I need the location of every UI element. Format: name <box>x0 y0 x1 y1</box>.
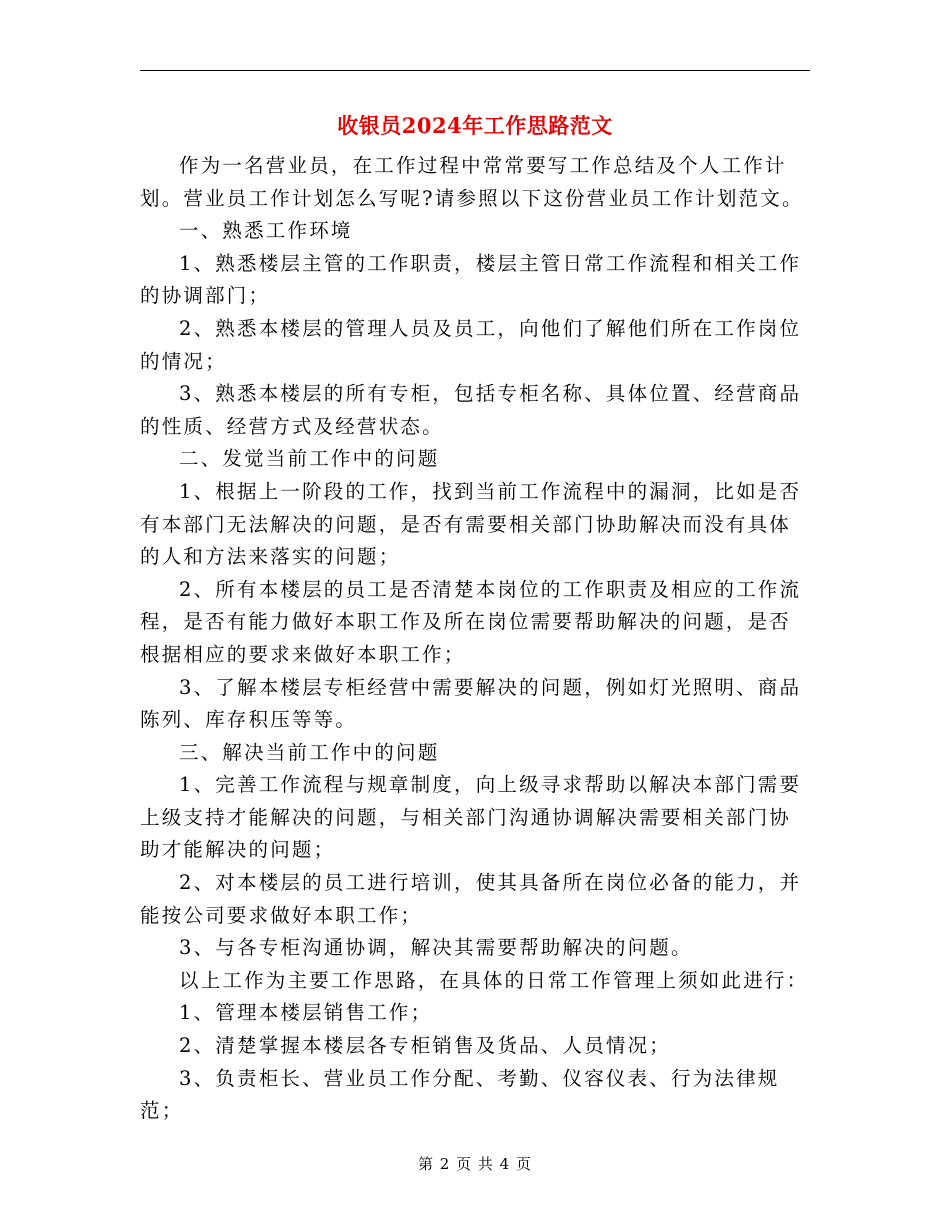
document-body <box>140 150 812 1128</box>
header-rule <box>140 70 810 71</box>
section-heading-2: 二、发觉当前工作中的问题 <box>179 447 440 471</box>
paragraph: 2、熟悉本楼层的管理人员及员工，向他们了解他们所在工作岗位的情况； <box>140 316 802 373</box>
paragraph: 1、完善工作流程与规章制度，向上级寻求帮助以解决本部门需要上级支持才能解决的问题，与相关部门沟通协调解决需要相关部门协助才能解决的问题； <box>140 773 802 862</box>
paragraph: 2、对本楼层的员工进行培训，使其具备所在岗位必备的能力，并能按公司要求做好本职工作； <box>140 871 802 927</box>
paragraph: 3、负责柜长、营业员工作分配、考勤、仪容仪表、行为法律规范； <box>140 1066 780 1123</box>
section-heading-1: 一、熟悉工作环境 <box>179 219 353 243</box>
paragraph: 以上工作为主要工作思路，在具体的日常工作管理上须如此进行： <box>179 968 809 992</box>
document-title: 收银员2024年工作思路范文 <box>337 113 613 138</box>
page-number-label: 第 2 页 共 4 页 <box>418 1155 532 1173</box>
paragraph: 3、与各专柜沟通协调，解决其需要帮助解决的问题。 <box>179 936 693 960</box>
paragraph: 1、根据上一阶段的工作，找到当前工作流程中的漏洞，比如是否有本部门无法解决的问题，是否有需要相关部门协助解决而没有具体的人和方法来落实的问题； <box>140 479 802 569</box>
paragraph: 2、所有本楼层的员工是否清楚本岗位的工作职责及相应的工作流程，是否有能力做好本职工作及所在岗位需要帮助解决的问题，是否根据相应的要求来做好本职工作； <box>140 577 802 666</box>
paragraph: 1、管理本楼层销售工作； <box>179 1001 433 1025</box>
paragraph: 1、熟悉楼层主管的工作职责，楼层主管日常工作流程和相关工作的协调部门； <box>140 251 802 308</box>
paragraph: 3、了解本楼层专柜经营中需要解决的问题，例如灯光照明、商品陈列、库存积压等等。 <box>140 675 802 732</box>
paragraph: 2、清楚掌握本楼层各专柜销售及货品、人员情况； <box>179 1034 672 1058</box>
section-heading-3: 三、解决当前工作中的问题 <box>179 740 440 764</box>
paragraph: 3、熟悉本楼层的所有专柜，包括专柜名称、具体位置、经营商品的性质、经营方式及经营状态。 <box>140 382 802 438</box>
paragraph-intro: 作为一名营业员，在工作过程中常常要写工作总结及个人工作计划。营业员工作计划怎么写呢?请参照以下这份营业员工作计划范文。 <box>140 154 804 210</box>
page-footer <box>0 1154 950 1174</box>
